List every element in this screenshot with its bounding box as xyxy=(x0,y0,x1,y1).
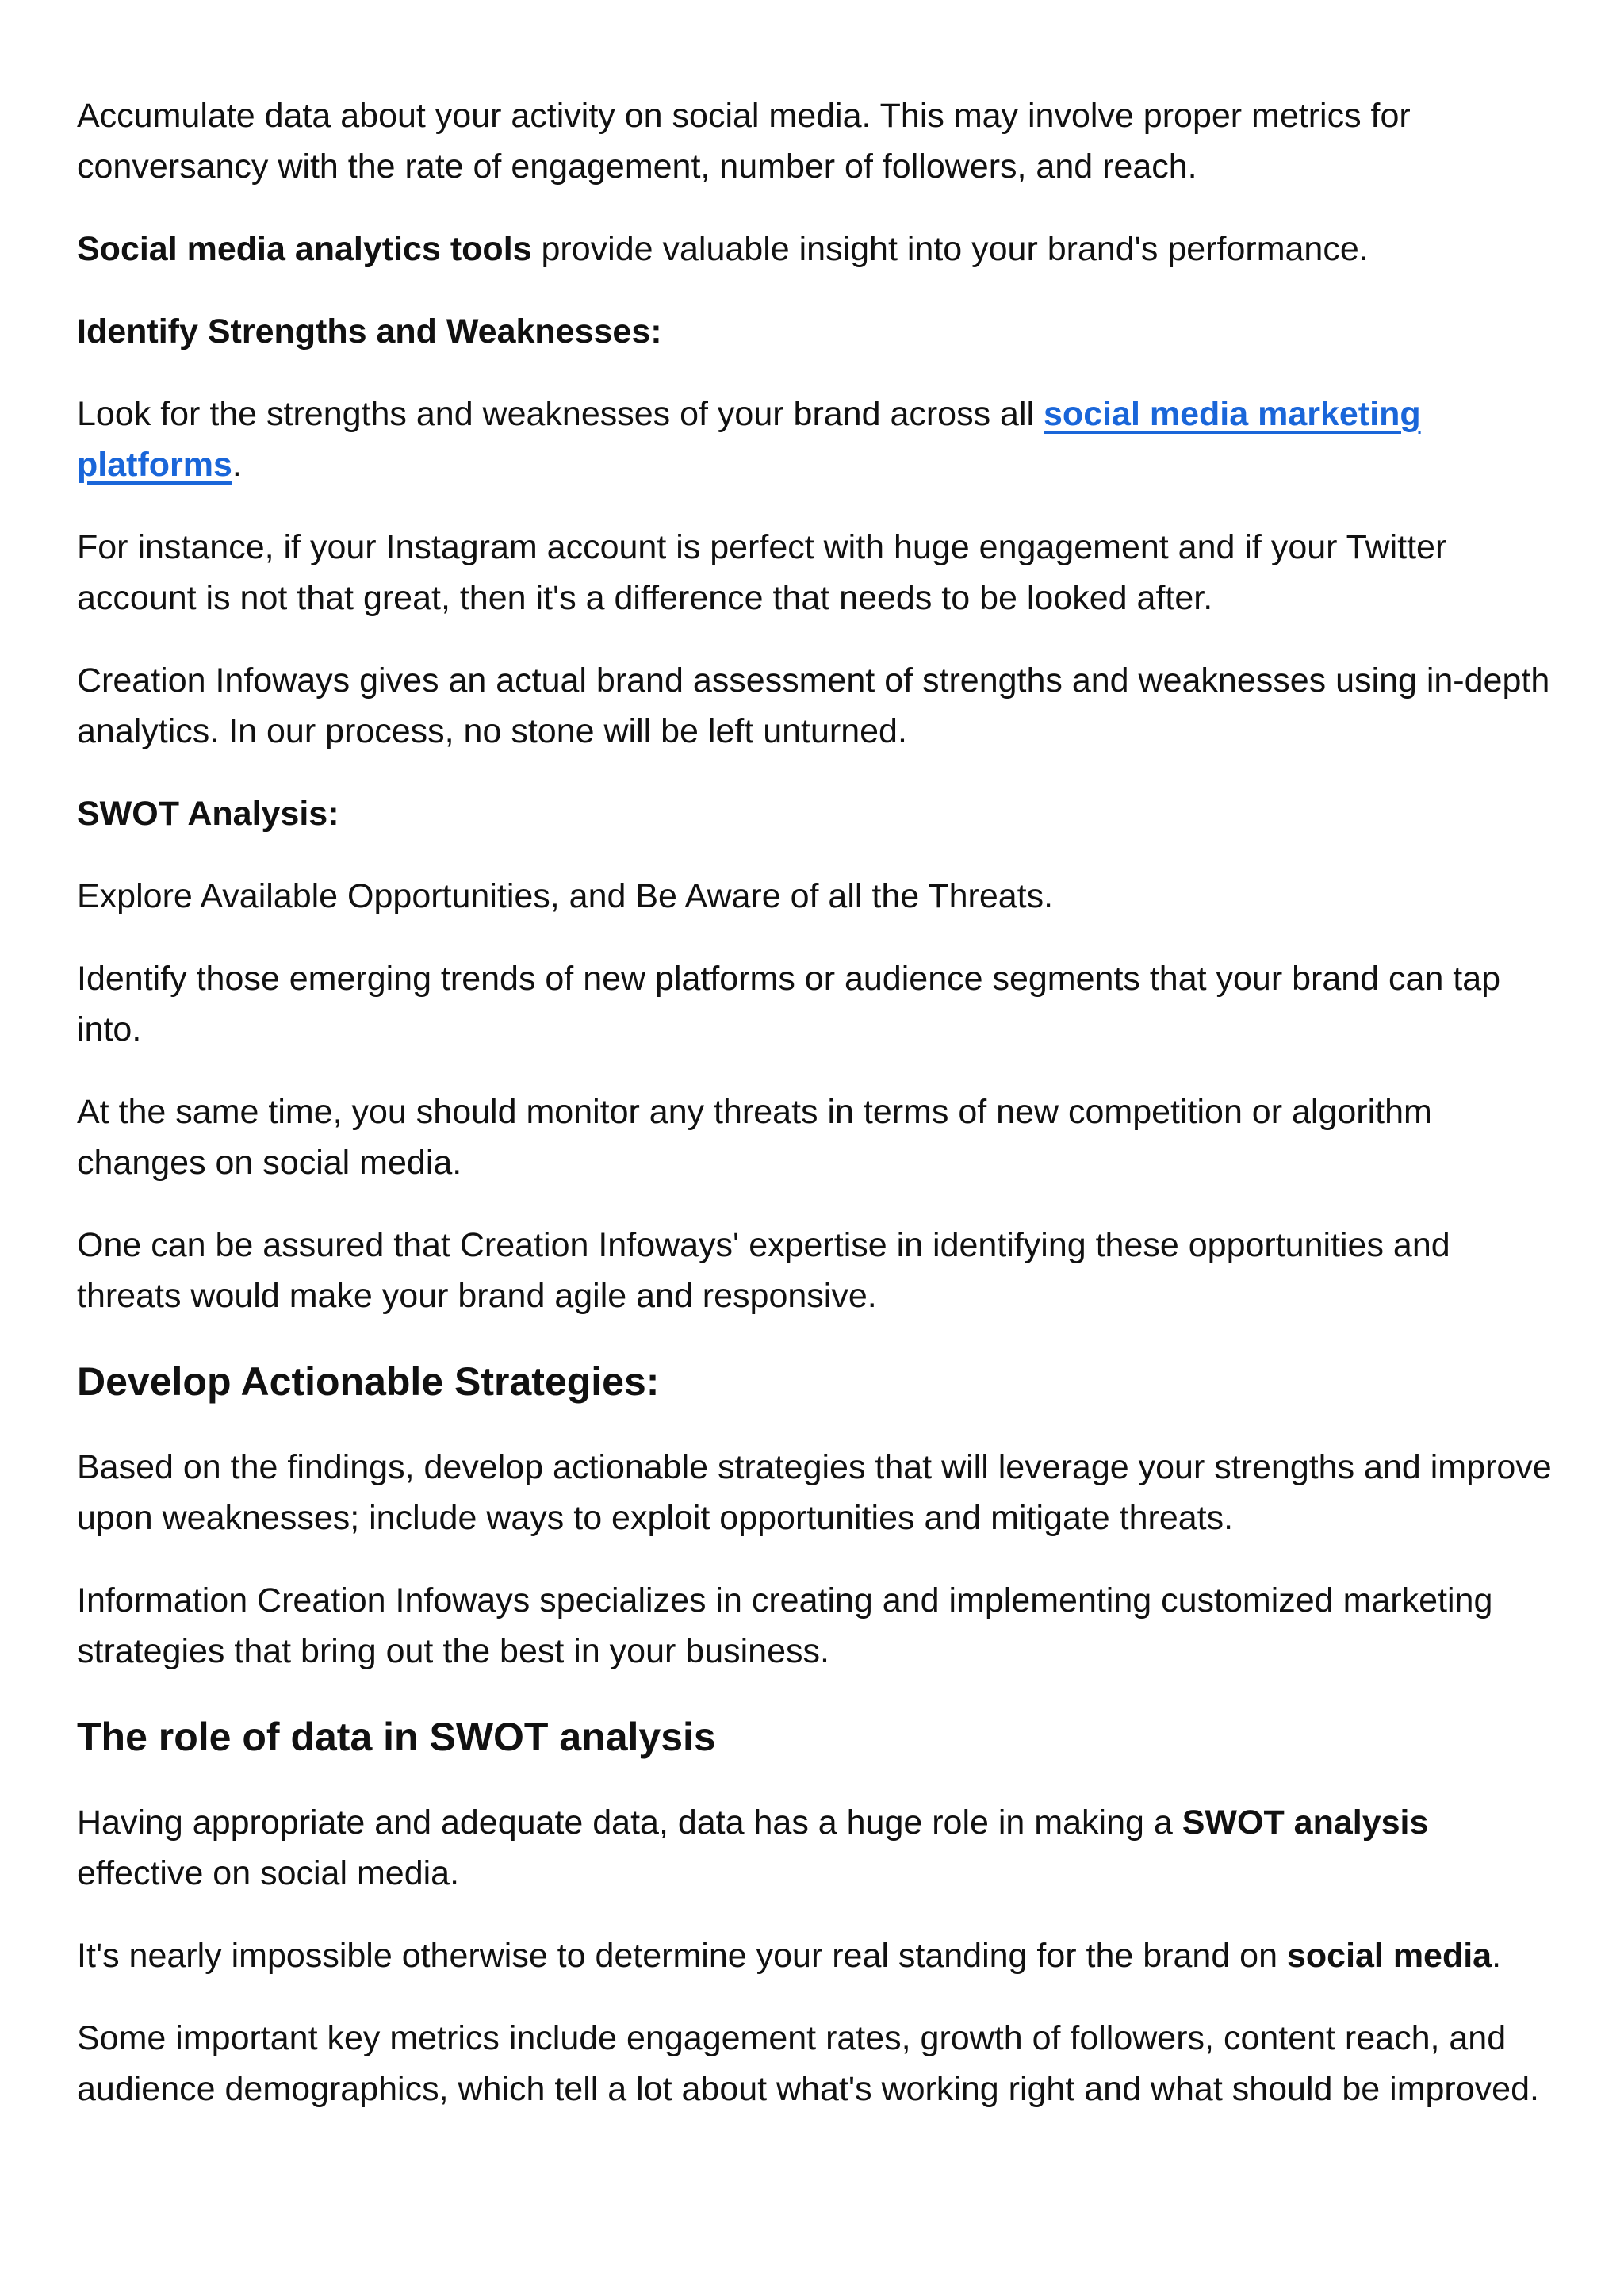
heading-develop-strategies: Develop Actionable Strategies: xyxy=(77,1359,660,1404)
bold-swot-analysis: SWOT analysis xyxy=(1182,1803,1429,1842)
article-body xyxy=(77,90,1552,2146)
paragraph-explore-opportunities: Explore Available Opportunities, and Be Aware of all the Threats. xyxy=(77,877,1054,915)
paragraph-appropriate-data-text: Having appropriate and adequate data, data has a huge role in making a xyxy=(77,1803,1182,1842)
paragraph-analytics-tools-text: provide valuable insight into your brand's performance. xyxy=(531,230,1369,268)
paragraph-analytics-tools xyxy=(77,224,1552,274)
paragraph-look-for-strengths-end: . xyxy=(232,446,242,484)
label-strengths-weaknesses: Identify Strengths and Weaknesses: xyxy=(77,312,662,351)
paragraph-instagram-example: For instance, if your Instagram account is perfect with huge engagement and if your Twitter account is not that great, then it's a difference that needs to be looked after. xyxy=(77,528,1447,617)
paragraph-appropriate-data xyxy=(77,1797,1552,1899)
paragraph-look-for-strengths xyxy=(77,389,1552,490)
paragraph-customized-strategies: Information Creation Infoways specializes in creating and implementing customized marketing strategies that bring out the best in your business. xyxy=(77,1581,1493,1670)
paragraph-look-for-strengths-text: Look for the strengths and weaknesses of your brand across all xyxy=(77,395,1044,433)
paragraph-brand-assessment: Creation Infoways gives an actual brand assessment of strengths and weaknesses using in-depth analytics. In our process, no stone will be left unturned. xyxy=(77,661,1550,750)
paragraph-real-standing-text: It's nearly impossible otherwise to determine your real standing for the brand on xyxy=(77,1937,1287,1975)
paragraph-emerging-trends: Identify those emerging trends of new platforms or audience segments that your brand can tap into. xyxy=(77,960,1501,1048)
paragraph-monitor-threats: At the same time, you should monitor any threats in terms of new competition or algorithm changes on social media. xyxy=(77,1093,1432,1182)
social-media-marketing-platforms-link[interactable]: social media marketing platforms xyxy=(77,395,1421,484)
paragraph-real-standing-end: . xyxy=(1492,1937,1502,1975)
bold-social-media: social media xyxy=(1286,1937,1492,1975)
paragraph-accumulate-data: Accumulate data about your activity on social media. This may involve proper metrics for conversancy with the rate of engagement, number of followers, and reach. xyxy=(77,97,1411,186)
paragraph-expertise: One can be assured that Creation Infoways' expertise in identifying these opportunities and threats would make your brand agile and responsive. xyxy=(77,1226,1450,1315)
heading-role-of-data: The role of data in SWOT analysis xyxy=(77,1715,716,1759)
paragraph-findings: Based on the findings, develop actionable strategies that will leverage your strengths and improve upon weaknesses; include ways to exploit opportunities and mitigate threats. xyxy=(77,1448,1552,1537)
paragraph-appropriate-data-end: effective on social media. xyxy=(77,1854,460,1892)
paragraph-key-metrics: Some important key metrics include engagement rates, growth of followers, content reach, and audience demographics, which tell a lot about what's working right and what should be improved. xyxy=(77,2019,1539,2108)
label-swot-analysis: SWOT Analysis: xyxy=(77,795,339,833)
paragraph-real-standing xyxy=(77,1930,1552,1981)
bold-analytics-tools: Social media analytics tools xyxy=(77,230,532,268)
